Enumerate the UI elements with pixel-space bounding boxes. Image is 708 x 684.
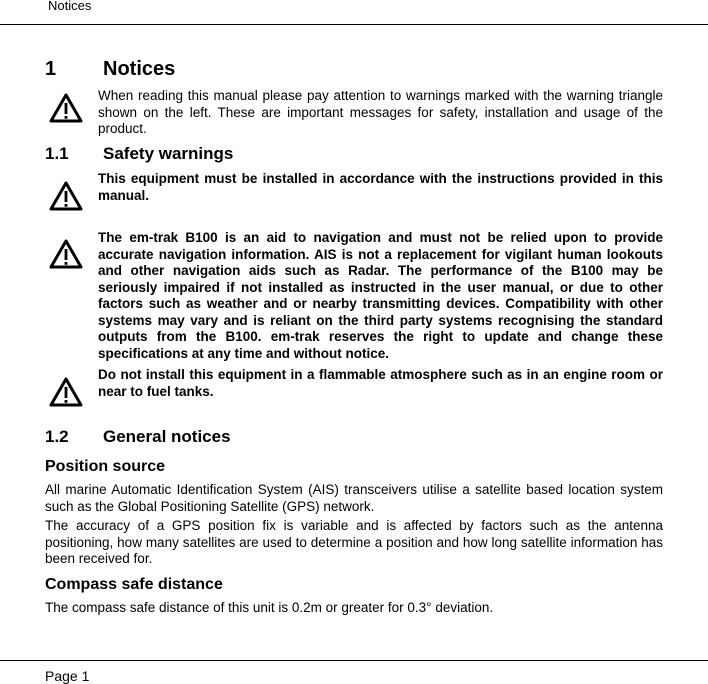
- warning-triangle-icon: [48, 92, 84, 124]
- warning-triangle-icon: [48, 180, 84, 212]
- section-1-1-title: Safety warnings: [103, 144, 234, 163]
- warning-triangle-icon: [48, 238, 84, 270]
- footer-rule: [0, 660, 708, 661]
- section-1-2-heading: [45, 427, 231, 447]
- section-1-title: Notices: [103, 58, 176, 80]
- running-header: Notices: [48, 0, 92, 13]
- position-source-paragraph-1: All marine Automatic Identification System (AIS) transceivers utilise a satellite based location system such as the Global Positioning Satellite (GPS) network.: [45, 482, 663, 514]
- compass-paragraph: The compass safe distance of this unit is 0.2m or greater for 0.3° deviation.: [45, 600, 494, 615]
- section-1-number: 1: [45, 58, 57, 80]
- intro-paragraph: When reading this manual please pay attention to warnings marked with the warning triangle shown on the left. These are important messages for safety, installation and usage of the product.: [98, 88, 663, 136]
- section-1-2-title: General notices: [103, 427, 231, 446]
- warning-navigation-aid: The em-trak B100 is an aid to navigation and must not be relied upon to provide accurate navigation information. AIS is not a replacement for vigilant human lookouts and other navigation aids such as Radar. The performance of the B100 may be seriously impaired if not installed as instructed in the user manual, or due to other factors such as weather and or nearby transmitting devices. Compatibility with other systems may vary and is reliant on the third party systems recognising the standard outputs from the B100. em-trak reserves the right to update and change these specifications at any time and without notice.: [98, 230, 663, 361]
- compass-heading: Compass safe distance: [45, 576, 223, 593]
- position-source-heading: Position source: [45, 458, 166, 475]
- position-source-paragraph-2: The accuracy of a GPS position fix is variable and is affected by factors such as the antenna positioning, how many satellites are used to determine a position and how long satellite information has been received for.: [45, 518, 663, 566]
- warning-flammable: Do not install this equipment in a flammable atmosphere such as in an engine room or near to fuel tanks.: [98, 367, 663, 399]
- section-1-1-number: 1.1: [45, 144, 69, 163]
- warning-installation: This equipment must be installed in accordance with the instructions provided in this manual.: [98, 171, 663, 203]
- header-rule: [0, 24, 708, 25]
- warning-triangle-icon: [48, 376, 84, 408]
- section-1-1-heading: [45, 144, 233, 164]
- section-1-2-number: 1.2: [45, 427, 69, 446]
- page-number: Page 1: [45, 668, 90, 684]
- section-1-heading: [45, 57, 175, 81]
